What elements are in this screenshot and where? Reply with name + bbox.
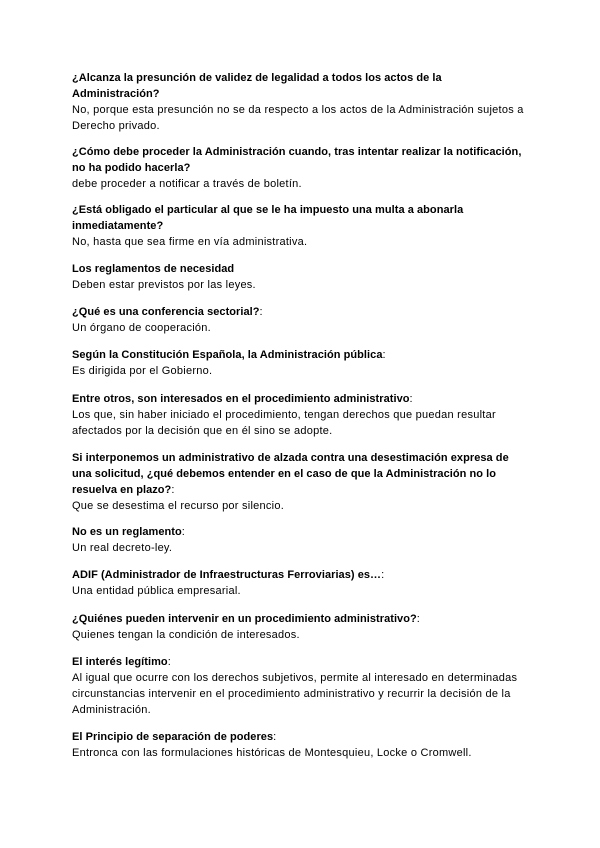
answer-text: No, hasta que sea firme en vía administrativa. <box>72 236 308 248</box>
answer-text: Al igual que ocurre con los derechos subjetivos, permite al interesado en determinadas circunstancias intervenir en el procedimiento administrativo y recurrir la decisión de la Administración. <box>72 672 518 716</box>
question-suffix: : <box>171 484 175 496</box>
answer-text: Un órgano de cooperación. <box>72 322 211 334</box>
answer-text: Quienes tengan la condición de interesados. <box>72 629 300 641</box>
qa-item-1 <box>72 70 524 134</box>
qa-item-2 <box>72 144 524 192</box>
answer-text: Es dirigida por el Gobierno. <box>72 365 213 377</box>
qa-item-9 <box>72 524 524 556</box>
answer-text: Una entidad pública empresarial. <box>72 585 241 597</box>
question-text: Los reglamentos de necesidad <box>72 263 235 275</box>
question-text: Si interponemos un administrativo de alzada contra una desestimación expresa de una solicitud, ¿qué debemos entender en el caso de que la Administración no lo resuelva en plazo? <box>72 452 509 496</box>
answer-text: No, porque esta presunción no se da respecto a los actos de la Administración sujetos a Derecho privado. <box>72 104 524 132</box>
question-text: ¿Quiénes pueden intervenir en un procedimiento administrativo? <box>72 613 417 625</box>
answer-text: debe proceder a notificar a través de boletín. <box>72 178 302 190</box>
qa-item-13 <box>72 729 524 761</box>
answer-text: Que se desestima el recurso por silencio. <box>72 500 285 512</box>
question-suffix: : <box>416 613 420 625</box>
qa-item-8 <box>72 450 524 514</box>
answer-text: Deben estar previstos por las leyes. <box>72 279 256 291</box>
question-suffix: : <box>381 569 385 581</box>
question-suffix: : <box>409 393 413 405</box>
question-text: No es un reglamento <box>72 526 182 538</box>
question-text: El interés legítimo <box>72 656 168 668</box>
question-text: ¿Cómo debe proceder la Administración cuando, tras intentar realizar la notificación, no ha podido hacerla? <box>72 146 522 174</box>
qa-item-3 <box>72 202 524 250</box>
qa-item-12 <box>72 654 524 718</box>
answer-text: Un real decreto-ley. <box>72 542 173 554</box>
qa-item-11 <box>72 611 524 643</box>
qa-item-4 <box>72 261 524 293</box>
question-text: El Principio de separación de poderes <box>72 731 274 743</box>
qa-item-5 <box>72 304 524 336</box>
question-text: ¿Qué es una conferencia sectorial? <box>72 306 260 318</box>
qa-item-10 <box>72 567 524 599</box>
question-suffix: : <box>181 526 185 538</box>
qa-item-6 <box>72 347 524 379</box>
qa-item-7 <box>72 391 524 439</box>
answer-text: Entronca con las formulaciones históricas de Montesquieu, Locke o Cromwell. <box>72 747 472 759</box>
answer-text: Los que, sin haber iniciado el procedimiento, tengan derechos que puedan resultar afectados por la decisión que en él sino se adopte. <box>72 409 496 437</box>
question-suffix: : <box>382 349 386 361</box>
question-suffix: : <box>259 306 263 318</box>
question-text: Entre otros, son interesados en el procedimiento administrativo <box>72 393 410 405</box>
question-suffix: : <box>273 731 277 743</box>
question-text: ADIF (Administrador de Infraestructuras Ferroviarias) es… <box>72 569 382 581</box>
question-text: Según la Constitución Española, la Administración pública <box>72 349 383 361</box>
question-text: ¿Alcanza la presunción de validez de legalidad a todos los actos de la Administración? <box>72 72 442 100</box>
question-text: ¿Está obligado el particular al que se le ha impuesto una multa a abonarla inmediatamente? <box>72 204 464 232</box>
question-suffix: : <box>167 656 171 668</box>
